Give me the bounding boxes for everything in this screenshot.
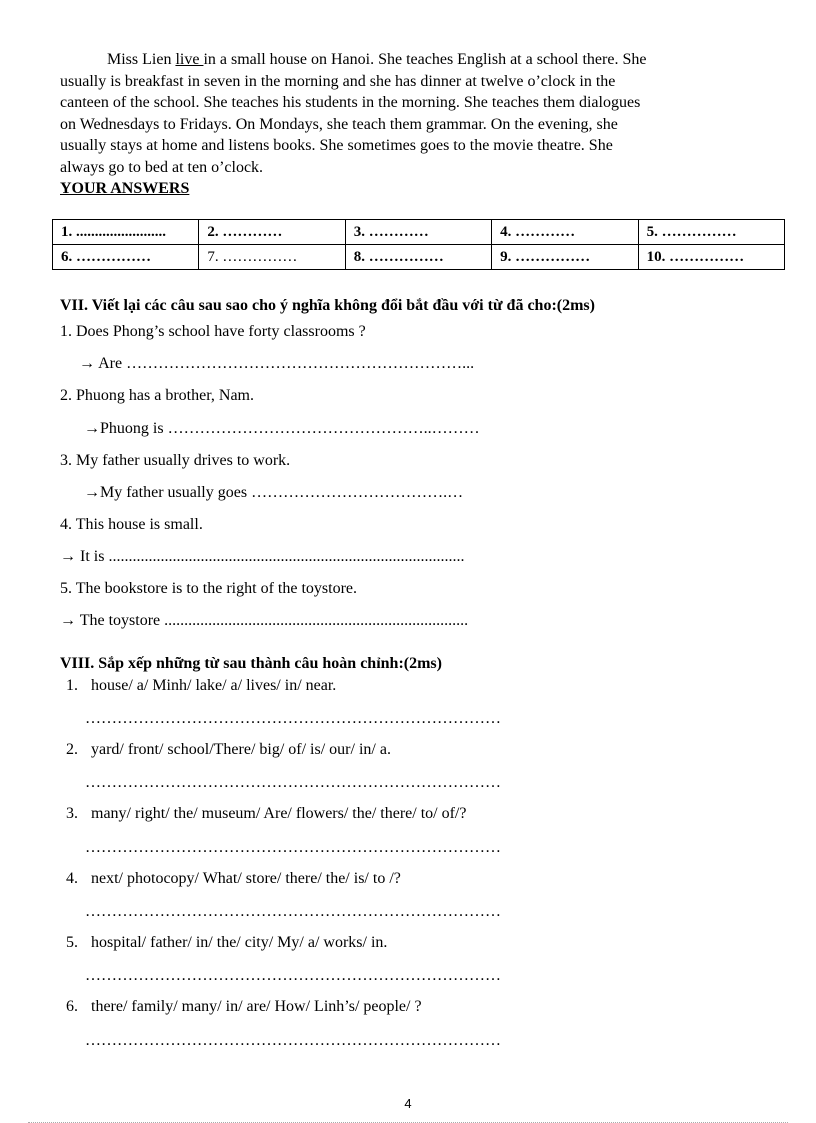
rewrite-answer-line[interactable]: → Are ………………………………………………………... [79,355,475,372]
answer-row [53,245,785,270]
rewrite-question: 1. Does Phong’s school have forty classrooms ? [60,323,366,340]
section-7-title: VII. Viết lại các câu sau sao cho ý nghĩa không đổi bắt đầu với từ đã cho:(2ms) [60,297,595,314]
passage-line-1: Miss Lien live in a small house on Hanoi. She teaches English at a school there. She [107,51,647,68]
answer-cell[interactable]: 2. ………… [199,220,345,245]
reorder-item: 1. house/ a/ Minh/ lake/ a/ lives/ in/ near. [66,677,337,694]
rewrite-answer-line[interactable]: → The toystore ............................................................................ [60,612,469,629]
reorder-item: 2. yard/ front/ school/There/ big/ of/ is/ our/ in/ a. [66,741,391,758]
reorder-answer-line[interactable]: …………………………………………………………………… [85,967,501,984]
answers-heading: YOUR ANSWERS [60,180,190,197]
reorder-item: 6. there/ family/ many/ in/ are/ How/ Linh’s/ people/ ? [66,998,422,1015]
passage-line-6: always go to bed at ten o’clock. [60,158,264,176]
rewrite-answer-line[interactable]: →My father usually goes ……………………………….… [84,484,464,501]
reorder-answer-line[interactable]: …………………………………………………………………… [85,710,501,727]
reorder-item: 4. next/ photocopy/ What/ store/ there/ the/ is/ to /? [66,870,401,887]
passage-line-2: usually is breakfast in seven in the morning and she has dinner at twelve o’clock in the [60,72,616,90]
reorder-answer-line[interactable]: …………………………………………………………………… [85,903,501,920]
answer-table [52,219,785,270]
answer-cell[interactable]: 4. ………… [492,220,638,245]
reading-passage [60,49,760,179]
passage-line-3: canteen of the school. She teaches his students in the morning. She teaches them dialogues [60,94,641,112]
answer-cell[interactable]: 7. …………… [199,245,345,270]
rewrite-answer-line[interactable]: → It is ......................................................................................... [60,548,465,565]
answer-row [53,220,785,245]
page-number: 4 [404,1096,412,1111]
answer-cell[interactable]: 10. …………… [638,245,784,270]
passage-line-4: on Wednesdays to Fridays. On Mondays, she teach them grammar. On the evening, she [60,115,618,133]
answer-cell[interactable]: 5. …………… [638,220,784,245]
reorder-item: 5. hospital/ father/ in/ the/ city/ My/ a/ works/ in. [66,934,388,951]
answer-cell[interactable]: 3. ………… [345,220,491,245]
rewrite-question: 4. This house is small. [60,516,203,533]
reorder-answer-line[interactable]: …………………………………………………………………… [85,839,501,856]
answer-cell[interactable]: 1. ........................ [53,220,199,245]
answer-cell[interactable]: 9. …………… [492,245,638,270]
reorder-answer-line[interactable]: …………………………………………………………………… [85,1032,501,1049]
underlined-word: live [175,51,204,68]
reorder-answer-line[interactable]: …………………………………………………………………… [85,774,501,791]
section-8-title: VIII. Sắp xếp những từ sau thành câu hoàn chỉnh:(2ms) [60,655,442,672]
reorder-item: 3. many/ right/ the/ museum/ Are/ flowers/ the/ there/ to/ of/? [66,805,467,822]
rewrite-answer-line[interactable]: →Phuong is …………………………………………..……… [84,420,480,437]
rewrite-question: 2. Phuong has a brother, Nam. [60,387,254,404]
rewrite-question: 5. The bookstore is to the right of the toystore. [60,580,357,597]
answer-cell[interactable]: 8. …………… [345,245,491,270]
rewrite-question: 3. My father usually drives to work. [60,452,291,469]
answer-cell[interactable]: 6. …………… [53,245,199,270]
passage-line-5: usually stays at home and listens books. She sometimes goes to the movie theatre. She [60,137,613,155]
